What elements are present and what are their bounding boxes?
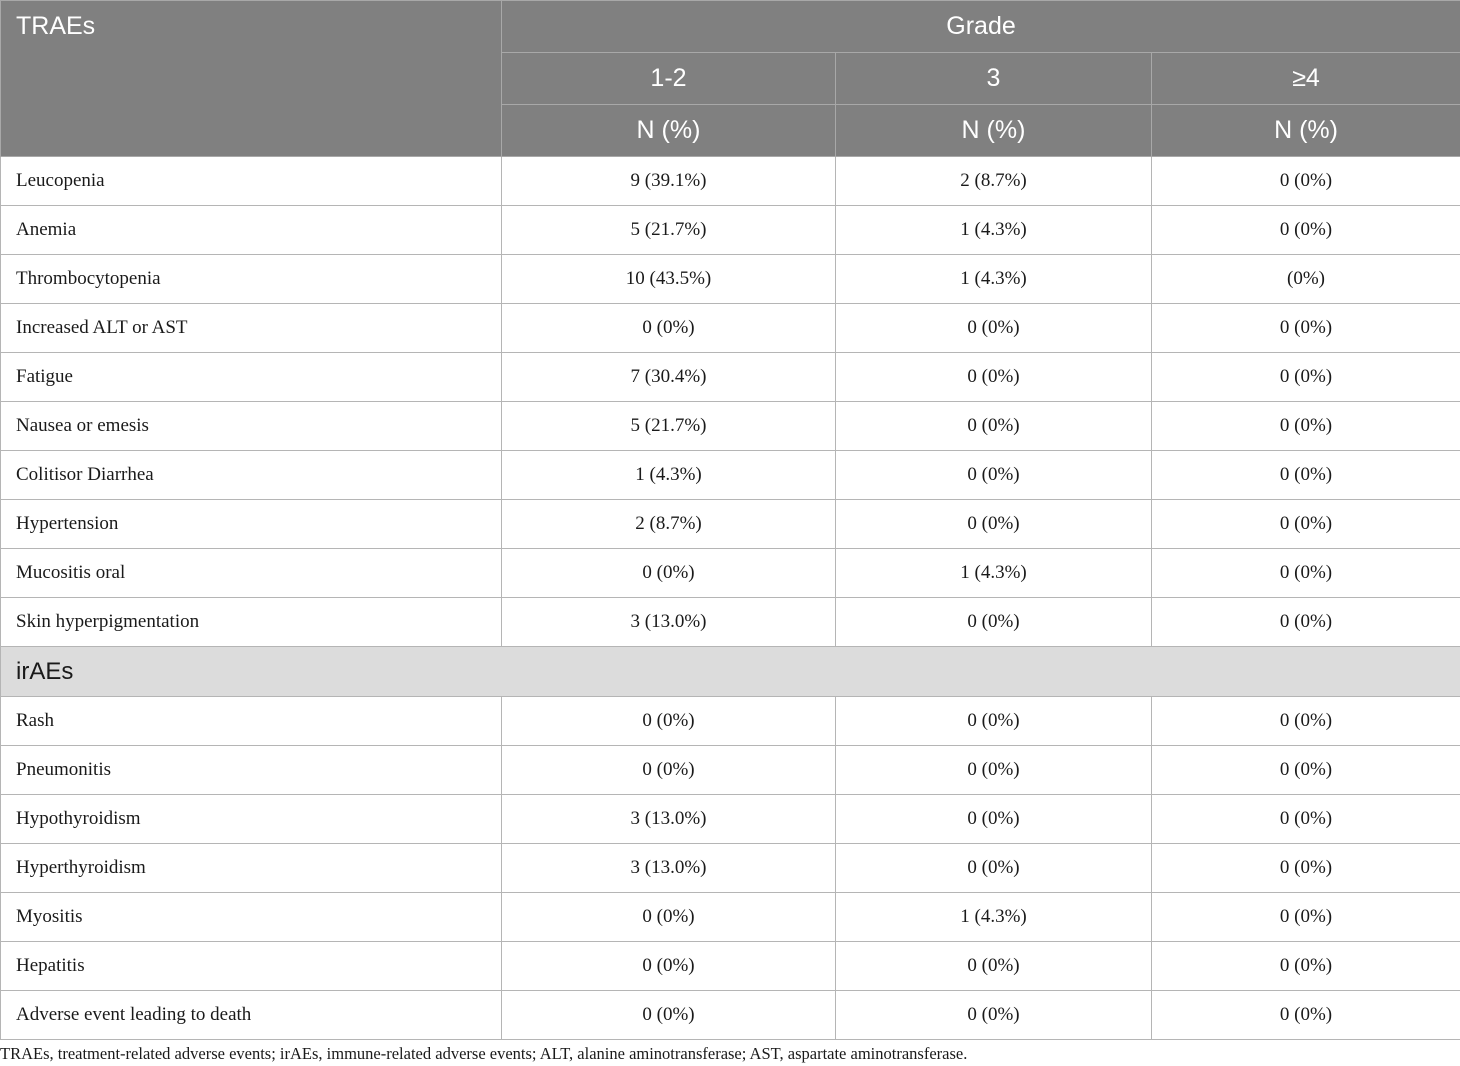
event-label: Anemia bbox=[1, 206, 502, 255]
grade-1-2-cell: 3 (13.0%) bbox=[502, 795, 836, 844]
grade-4-plus-cell: 0 (0%) bbox=[1152, 402, 1460, 451]
table-row bbox=[1, 402, 1460, 451]
grade-4-plus-cell: 0 (0%) bbox=[1152, 893, 1460, 942]
table-row bbox=[1, 893, 1460, 942]
grade-3-cell: 0 (0%) bbox=[836, 795, 1152, 844]
grade-4-plus-cell: 0 (0%) bbox=[1152, 697, 1460, 746]
grade-1-2-cell: 1 (4.3%) bbox=[502, 451, 836, 500]
event-label: Nausea or emesis bbox=[1, 402, 502, 451]
grade-3-cell: 0 (0%) bbox=[836, 991, 1152, 1040]
grade-3-cell: 0 (0%) bbox=[836, 353, 1152, 402]
grade-3-header: 3 bbox=[836, 53, 1152, 105]
table-row bbox=[1, 500, 1460, 549]
grade-4-plus-header: ≥4 bbox=[1152, 53, 1460, 105]
table-row bbox=[1, 353, 1460, 402]
unit-header: N (%) bbox=[502, 105, 836, 157]
grade-3-cell: 0 (0%) bbox=[836, 500, 1152, 549]
event-label: Hepatitis bbox=[1, 942, 502, 991]
event-label: Fatigue bbox=[1, 353, 502, 402]
table-row bbox=[1, 795, 1460, 844]
grade-4-plus-cell: 0 (0%) bbox=[1152, 549, 1460, 598]
event-label: Leucopenia bbox=[1, 157, 502, 206]
grade-4-plus-cell: 0 (0%) bbox=[1152, 991, 1460, 1040]
table-row bbox=[1, 304, 1460, 353]
grade-1-2-cell: 2 (8.7%) bbox=[502, 500, 836, 549]
grade-3-cell: 0 (0%) bbox=[836, 844, 1152, 893]
event-label: Increased ALT or AST bbox=[1, 304, 502, 353]
grade-1-2-cell: 3 (13.0%) bbox=[502, 844, 836, 893]
grade-3-cell: 0 (0%) bbox=[836, 451, 1152, 500]
grade-1-2-cell: 0 (0%) bbox=[502, 942, 836, 991]
grade-1-2-cell: 10 (43.5%) bbox=[502, 255, 836, 304]
grade-1-2-cell: 9 (39.1%) bbox=[502, 157, 836, 206]
grade-3-cell: 0 (0%) bbox=[836, 697, 1152, 746]
grade-4-plus-cell: 0 (0%) bbox=[1152, 795, 1460, 844]
grade-3-cell: 0 (0%) bbox=[836, 942, 1152, 991]
grade-1-2-cell: 7 (30.4%) bbox=[502, 353, 836, 402]
event-label: Skin hyperpigmentation bbox=[1, 598, 502, 647]
grade-4-plus-cell: 0 (0%) bbox=[1152, 500, 1460, 549]
table-row bbox=[1, 206, 1460, 255]
grade-4-plus-cell: 0 (0%) bbox=[1152, 598, 1460, 647]
grade-3-cell: 1 (4.3%) bbox=[836, 893, 1152, 942]
event-label: Hyperthyroidism bbox=[1, 844, 502, 893]
grade-1-2-header: 1-2 bbox=[502, 53, 836, 105]
grade-4-plus-cell: 0 (0%) bbox=[1152, 746, 1460, 795]
traes-header: TRAEs bbox=[1, 1, 502, 157]
grade-1-2-cell: 0 (0%) bbox=[502, 991, 836, 1040]
grade-3-cell: 2 (8.7%) bbox=[836, 157, 1152, 206]
table-header bbox=[1, 1, 1460, 157]
grade-4-plus-cell: 0 (0%) bbox=[1152, 353, 1460, 402]
unit-header: N (%) bbox=[1152, 105, 1460, 157]
event-label: Myositis bbox=[1, 893, 502, 942]
table-row bbox=[1, 255, 1460, 304]
event-label: Rash bbox=[1, 697, 502, 746]
grade-3-cell: 0 (0%) bbox=[836, 598, 1152, 647]
grade-3-cell: 0 (0%) bbox=[836, 746, 1152, 795]
grade-1-2-cell: 0 (0%) bbox=[502, 304, 836, 353]
grade-1-2-cell: 0 (0%) bbox=[502, 893, 836, 942]
grade-1-2-cell: 0 (0%) bbox=[502, 746, 836, 795]
grade-4-plus-cell: (0%) bbox=[1152, 255, 1460, 304]
event-label: Hypertension bbox=[1, 500, 502, 549]
table-row bbox=[1, 746, 1460, 795]
grade-4-plus-cell: 0 (0%) bbox=[1152, 304, 1460, 353]
grade-3-cell: 1 (4.3%) bbox=[836, 206, 1152, 255]
event-label: Pneumonitis bbox=[1, 746, 502, 795]
grade-1-2-cell: 5 (21.7%) bbox=[502, 206, 836, 255]
unit-header: N (%) bbox=[836, 105, 1152, 157]
grade-4-plus-cell: 0 (0%) bbox=[1152, 942, 1460, 991]
event-label: Adverse event leading to death bbox=[1, 991, 502, 1040]
event-label: Mucositis oral bbox=[1, 549, 502, 598]
grade-3-cell: 1 (4.3%) bbox=[836, 255, 1152, 304]
table-row bbox=[1, 942, 1460, 991]
grade-4-plus-cell: 0 (0%) bbox=[1152, 206, 1460, 255]
table-row bbox=[1, 549, 1460, 598]
table-row bbox=[1, 844, 1460, 893]
grade-3-cell: 0 (0%) bbox=[836, 402, 1152, 451]
event-label: Colitisor Diarrhea bbox=[1, 451, 502, 500]
grade-header: Grade bbox=[502, 1, 1460, 53]
grade-4-plus-cell: 0 (0%) bbox=[1152, 451, 1460, 500]
table-row bbox=[1, 991, 1460, 1040]
section-row-iraes bbox=[1, 647, 1460, 697]
grade-3-cell: 0 (0%) bbox=[836, 304, 1152, 353]
table-row bbox=[1, 697, 1460, 746]
section-label: irAEs bbox=[1, 647, 1460, 697]
grade-1-2-cell: 0 (0%) bbox=[502, 549, 836, 598]
grade-1-2-cell: 5 (21.7%) bbox=[502, 402, 836, 451]
grade-1-2-cell: 3 (13.0%) bbox=[502, 598, 836, 647]
event-label: Thrombocytopenia bbox=[1, 255, 502, 304]
table-body bbox=[1, 157, 1460, 1040]
table-row bbox=[1, 598, 1460, 647]
grade-1-2-cell: 0 (0%) bbox=[502, 697, 836, 746]
table-row bbox=[1, 451, 1460, 500]
table-row bbox=[1, 157, 1460, 206]
event-label: Hypothyroidism bbox=[1, 795, 502, 844]
table-footnote: TRAEs, treatment-related adverse events; irAEs, immune-related adverse events; ALT, alanine aminotransferase; AST, aspartate aminotransferase. bbox=[0, 1044, 968, 1063]
grade-4-plus-cell: 0 (0%) bbox=[1152, 157, 1460, 206]
grade-4-plus-cell: 0 (0%) bbox=[1152, 844, 1460, 893]
grade-3-cell: 1 (4.3%) bbox=[836, 549, 1152, 598]
